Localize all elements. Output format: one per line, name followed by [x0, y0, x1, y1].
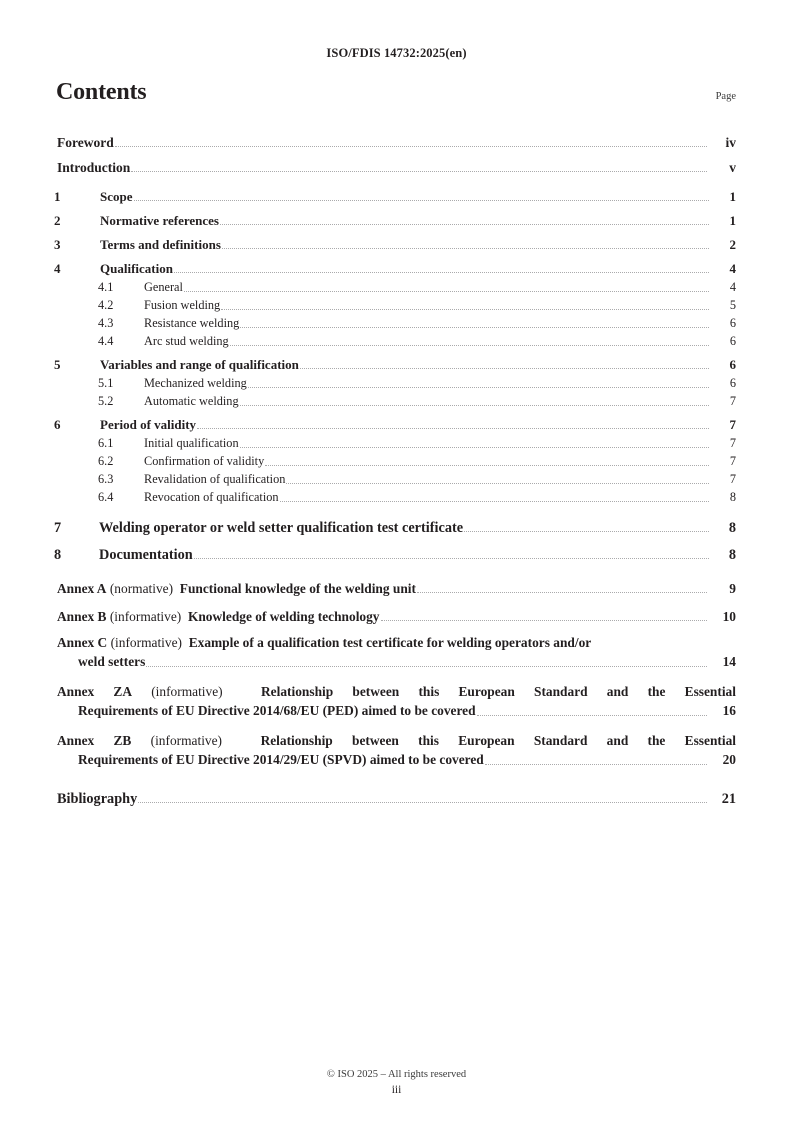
toc-entry-number: 4.4 [98, 334, 114, 348]
annex-title: Knowledge of welding technology [187, 609, 380, 624]
annex-second-line [53, 701, 736, 720]
toc-entry-page: 8 [729, 490, 736, 504]
toc-entry-title: Fusion welding [144, 298, 221, 312]
annex-kind: (informative) [150, 733, 223, 748]
toc-entry-title: Arc stud welding [144, 334, 229, 348]
toc-entry-foreword[interactable] [53, 126, 736, 151]
page-column-label: Page [715, 91, 736, 102]
toc-entry-annex-c[interactable] [53, 633, 736, 671]
toc-entry-automatic-welding[interactable] [53, 391, 736, 409]
page-number: iii [391, 1084, 402, 1096]
copyright-notice: © ISO 2025 – All rights reserved [326, 1069, 467, 1080]
annex-label: Annex ZB [57, 733, 132, 748]
annex-kind: (informative) [109, 609, 182, 624]
toc-entry-page: iv [725, 135, 736, 150]
toc-entry-page: 9 [729, 581, 736, 596]
annex-label: Annex C [57, 635, 108, 650]
toc-entry-number: 4 [54, 261, 61, 276]
dot-leader [300, 367, 709, 369]
dot-leader [417, 591, 707, 593]
toc-entry-title: Revalidation of qualification [144, 472, 286, 486]
annex-kind: (normative) [109, 581, 174, 596]
annex-label: Annex ZA [57, 684, 133, 699]
toc-entry-title [53, 581, 416, 597]
toc-entry-number: 6.2 [98, 454, 114, 468]
dot-leader [240, 326, 709, 328]
toc-entry-page: 7 [729, 394, 736, 408]
toc-entry-page: 16 [722, 703, 736, 718]
toc-entry-number: 3 [54, 237, 61, 252]
toc-entry-title: Variables and range of qualification [100, 357, 299, 372]
dot-leader [240, 446, 709, 448]
toc-entry-fusion-welding[interactable] [53, 295, 736, 313]
toc-entry-title: Terms and definitions [100, 237, 221, 252]
annex-label: Annex A [57, 581, 107, 596]
toc-entry-title: Mechanized welding [144, 376, 247, 390]
toc-entry-page: 4 [729, 280, 736, 294]
toc-entry-number: 6 [54, 417, 61, 432]
dot-leader [131, 170, 707, 172]
toc-entry-resistance-welding[interactable] [53, 313, 736, 331]
dot-leader [464, 530, 709, 532]
annex-title: Relationship between this European Standard and the Essential [261, 684, 736, 699]
dot-leader [146, 665, 707, 667]
annex-title: Relationship between this European Standard and the Essential [260, 733, 736, 748]
toc-entry-title [53, 609, 380, 625]
toc-entry-number: 4.2 [98, 298, 114, 312]
annex-title: Functional knowledge of the welding unit [179, 581, 416, 596]
dot-leader [248, 386, 709, 388]
toc-entry-number: 5 [54, 357, 61, 372]
toc-entry-title: Welding operator or weld setter qualification test certificate [99, 520, 464, 536]
toc-entry-page: 1 [729, 213, 736, 228]
dot-leader [115, 145, 707, 147]
toc-entry-mechanized-welding[interactable] [53, 373, 736, 391]
toc-entry-title: Resistance welding [144, 316, 240, 330]
dot-leader [280, 500, 709, 502]
toc-entry-page: 1 [729, 189, 736, 204]
toc-entry-page: 5 [729, 298, 736, 312]
toc-entry-page: 7 [729, 454, 736, 468]
toc-entry-general[interactable] [53, 277, 736, 295]
annex-title-continued: Requirements of EU Directive 2014/29/EU (SPVD) aimed to be covered [78, 752, 484, 767]
toc-entry-confirmation-of-validity[interactable] [53, 451, 736, 469]
annex-kind: (informative) [151, 684, 223, 699]
annex-title: Example of a qualification test certificate for welding operators and/or [188, 635, 592, 650]
toc-entry-arc-stud-welding[interactable] [53, 331, 736, 349]
toc-entry-page: 21 [721, 791, 736, 807]
toc-entry-page: 6 [729, 376, 736, 390]
running-header: ISO/FDIS 14732:2025(en) [326, 46, 467, 60]
toc-entry-page: 6 [729, 357, 736, 372]
dot-leader [265, 464, 709, 466]
toc-entry-documentation[interactable] [53, 537, 736, 564]
toc-entry-page: 7 [729, 417, 736, 432]
annex-first-line [53, 633, 736, 652]
dot-leader [485, 763, 707, 765]
spacer [53, 674, 736, 682]
dot-leader [477, 714, 707, 716]
toc-entry-title: General [144, 280, 183, 294]
toc-entry-period-of-validity[interactable] [53, 409, 736, 433]
toc-entry-title: Initial qualification [144, 436, 239, 450]
toc-entry-page: 14 [722, 654, 736, 669]
toc-entry-scope[interactable] [53, 181, 736, 205]
annex-title-continued: Requirements of EU Directive 2014/68/EU (PED) aimed to be covered [78, 703, 476, 718]
dot-leader [184, 290, 709, 292]
toc-entry-number: 4.3 [98, 316, 114, 330]
toc-entry-page: 4 [729, 261, 736, 276]
toc-entry-normative-references[interactable] [53, 205, 736, 229]
toc-entry-title: Period of validity [100, 417, 197, 432]
toc-entry-page: 7 [729, 472, 736, 486]
table-of-contents [53, 126, 736, 808]
toc-entry-revalidation-of-qualification[interactable] [53, 469, 736, 487]
toc-entry-title: Bibliography [57, 791, 138, 807]
annex-title-continued: weld setters [78, 654, 146, 669]
toc-entry-initial-qualification[interactable] [53, 433, 736, 451]
toc-entry-annex-za[interactable] [53, 682, 736, 720]
toc-entry-annex-a[interactable] [53, 569, 736, 597]
toc-entry-page: 20 [722, 752, 736, 767]
toc-entry-number: 2 [54, 213, 61, 228]
annex-second-line [53, 750, 736, 769]
toc-entry-number: 5.1 [98, 376, 114, 390]
toc-entry-introduction[interactable] [53, 151, 736, 176]
toc-entry-number: 8 [54, 547, 62, 563]
toc-entry-terms-and-definitions[interactable] [53, 229, 736, 253]
toc-entry-page: 8 [728, 520, 736, 536]
dot-leader [138, 801, 707, 803]
spacer [53, 723, 736, 731]
toc-entry-title: Normative references [100, 213, 219, 228]
toc-entry-number: 4.1 [98, 280, 114, 294]
toc-entry-page: v [729, 160, 736, 175]
toc-entry-bibliography[interactable] [53, 780, 736, 808]
toc-entry-revocation-of-qualification[interactable] [53, 487, 736, 505]
toc-entry-variables-and-range-of-qualification[interactable] [53, 349, 736, 373]
toc-entry-page: 10 [722, 609, 736, 624]
toc-entry-title: Documentation [99, 547, 193, 563]
dot-leader [174, 271, 709, 273]
toc-entry-title: Confirmation of validity [144, 454, 265, 468]
dot-leader [197, 427, 709, 429]
toc-entry-number: 1 [54, 189, 61, 204]
toc-entry-annex-b[interactable] [53, 597, 736, 625]
toc-entry-page: 7 [729, 436, 736, 450]
dot-leader [230, 344, 709, 346]
toc-entry-number: 7 [54, 520, 62, 536]
toc-entry-page: 8 [728, 547, 736, 563]
annex-label: Annex B [57, 609, 107, 624]
toc-entry-qualification[interactable] [53, 253, 736, 277]
toc-entry-number: 6.4 [98, 490, 114, 504]
toc-entry-title: Foreword [57, 135, 114, 150]
dot-leader [221, 308, 709, 310]
toc-entry-page: 6 [729, 334, 736, 348]
toc-entry-title: Revocation of qualification [144, 490, 279, 504]
dot-leader [240, 404, 709, 406]
toc-entry-title: Qualification [100, 261, 173, 276]
page-title: Contents [56, 79, 147, 105]
toc-entry-page: 6 [729, 316, 736, 330]
toc-entry-welding-operator-certificate[interactable] [53, 510, 736, 537]
toc-entry-title: Introduction [57, 160, 131, 175]
toc-entry-title: Automatic welding [144, 394, 239, 408]
toc-entry-annex-zb[interactable] [53, 731, 736, 769]
dot-leader [220, 223, 709, 225]
spacer [53, 625, 736, 633]
dot-leader [134, 199, 710, 201]
annex-kind: (informative) [110, 635, 182, 650]
toc-entry-title: Scope [100, 189, 133, 204]
toc-entry-page: 2 [729, 237, 736, 252]
toc-entry-number: 6.3 [98, 472, 114, 486]
toc-entry-number: 6.1 [98, 436, 114, 450]
dot-leader [286, 482, 709, 484]
page-footer [0, 1069, 793, 1096]
dot-leader [222, 247, 709, 249]
dot-leader [381, 619, 708, 621]
annex-second-line [53, 652, 736, 671]
toc-entry-number: 5.2 [98, 394, 114, 408]
annex-first-line [53, 731, 736, 750]
annex-first-line [53, 682, 736, 701]
spacer [53, 772, 736, 780]
dot-leader [194, 557, 709, 559]
